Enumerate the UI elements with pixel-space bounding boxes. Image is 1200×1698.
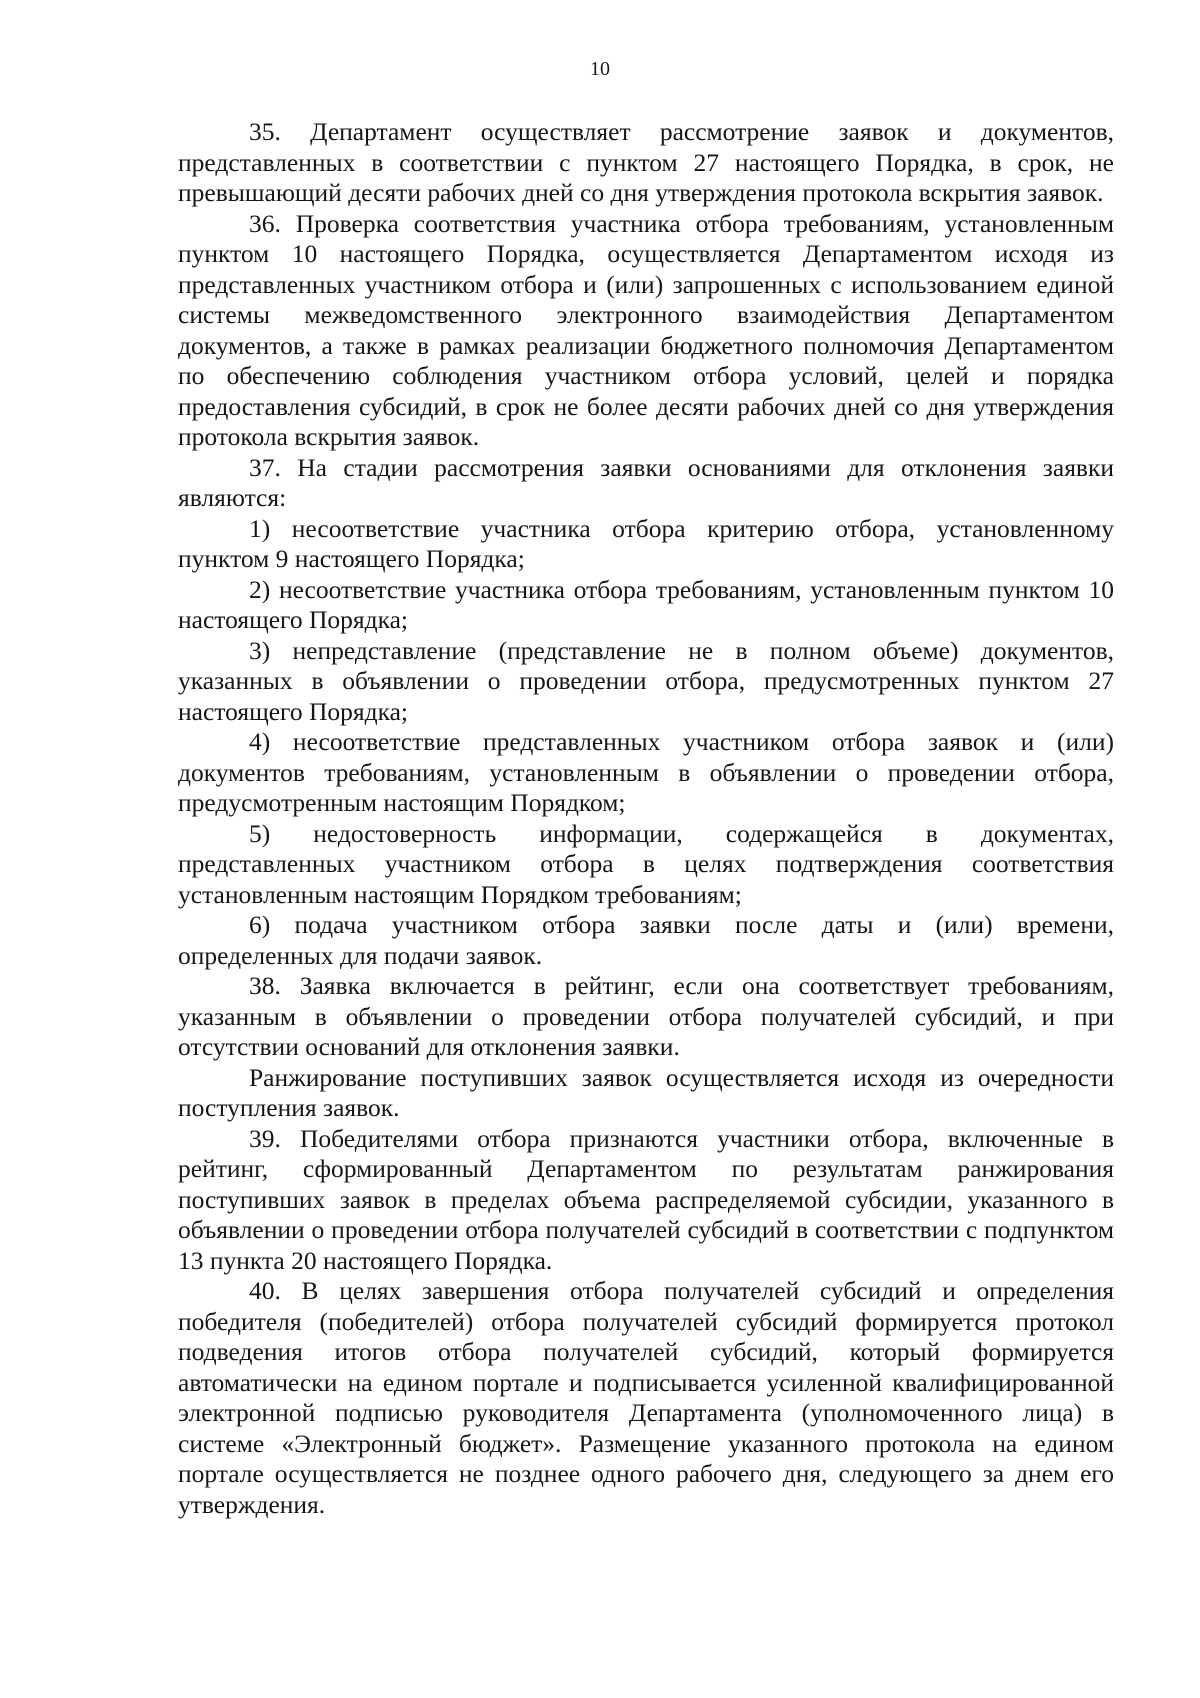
paragraph-36: 36. Проверка соответствия участника отбора требованиям, установленным пунктом 10 настоящего Порядка, осуществляется Департаментом исходя из представленных участником отбора и (или) запрошенных с использованием единой системы межведомственного электронного взаимодействия Департаментом документов, а также в рамках реализации бюджетного полномочия Департаментом по обеспечению соблюдения участником отбора условий, целей и порядка предоставления субсидий, в срок не более десяти рабочих дней со дня утверждения протокола вскрытия заявок. [178,208,1114,451]
paragraph-37-item-2: 2) несоответствие участника отбора требованиям, установленным пунктом 10 настоящего Порядка; [178,574,1114,634]
paragraph-37-item-5: 5) недостоверность информации, содержащейся в документах, представленных участником отбора в целях подтверждения соответствия установленным настоящим Порядком требованиям; [178,818,1114,909]
paragraph-38: 38. Заявка включается в рейтинг, если она соответствует требованиям, указанным в объявлении о проведении отбора получателей субсидий, и при отсутствии оснований для отклонения заявки. [178,971,1114,1061]
paragraph-39: 39. Победителями отбора признаются участники отбора, включенные в рейтинг, сформированный Департаментом по результатам ранжирования поступивших заявок в пределах объема распределяемой субсидии, указанного в объявлении о проведении отбора получателей субсидий в соответствии с подпунктом 13 пункта 20 настоящего Порядка. [178,1123,1114,1275]
paragraph-38-ranking: Ранжирование поступивших заявок осуществляется исходя из очередности поступления заявок. [178,1062,1114,1122]
paragraph-37-item-6: 6) подача участником отбора заявки после даты и (или) времени, определенных для подачи заявок. [178,910,1114,970]
paragraph-37-item-3: 3) непредставление (представление не в полном объеме) документов, указанных в объявлении о проведении отбора, предусмотренных пунктом 27 настоящего Порядка; [178,635,1114,726]
paragraph-37-item-4: 4) несоответствие представленных участником отбора заявок и (или) документов требованиям, установленным в объявлении о проведении отбора, предусмотренным настоящим Порядком; [178,727,1114,817]
paragraph-37: 37. На стадии рассмотрения заявки основаниями для отклонения заявки являются: [178,452,1114,512]
paragraph-37-item-1: 1) несоответствие участника отбора критерию отбора, установленному пунктом 9 настоящего Порядка; [178,513,1114,573]
paragraph-35: 35. Департамент осуществляет рассмотрение заявок и документов, представленных в соответствии с пунктом 27 настоящего Порядка, в срок, не превышающий десяти рабочих дней со дня утверждения протокола вскрытия заявок. [178,117,1114,207]
document-body [178,117,1114,1520]
paragraph-40: 40. В целях завершения отбора получателей субсидий и определения победителя (победителей) отбора получателей субсидий формируется протокол подведения итогов отбора получателей субсидий, который формируется автоматически на едином портале и подписывается усиленной квалифицированной электронной подписью руководителя Департамента (уполномоченного лица) в системе «Электронный бюджет». Размещение указанного протокола на едином портале осуществляется не позднее одного рабочего дня, следующего за днем его утверждения. [178,1276,1114,1519]
page-number: 10 [590,58,610,80]
